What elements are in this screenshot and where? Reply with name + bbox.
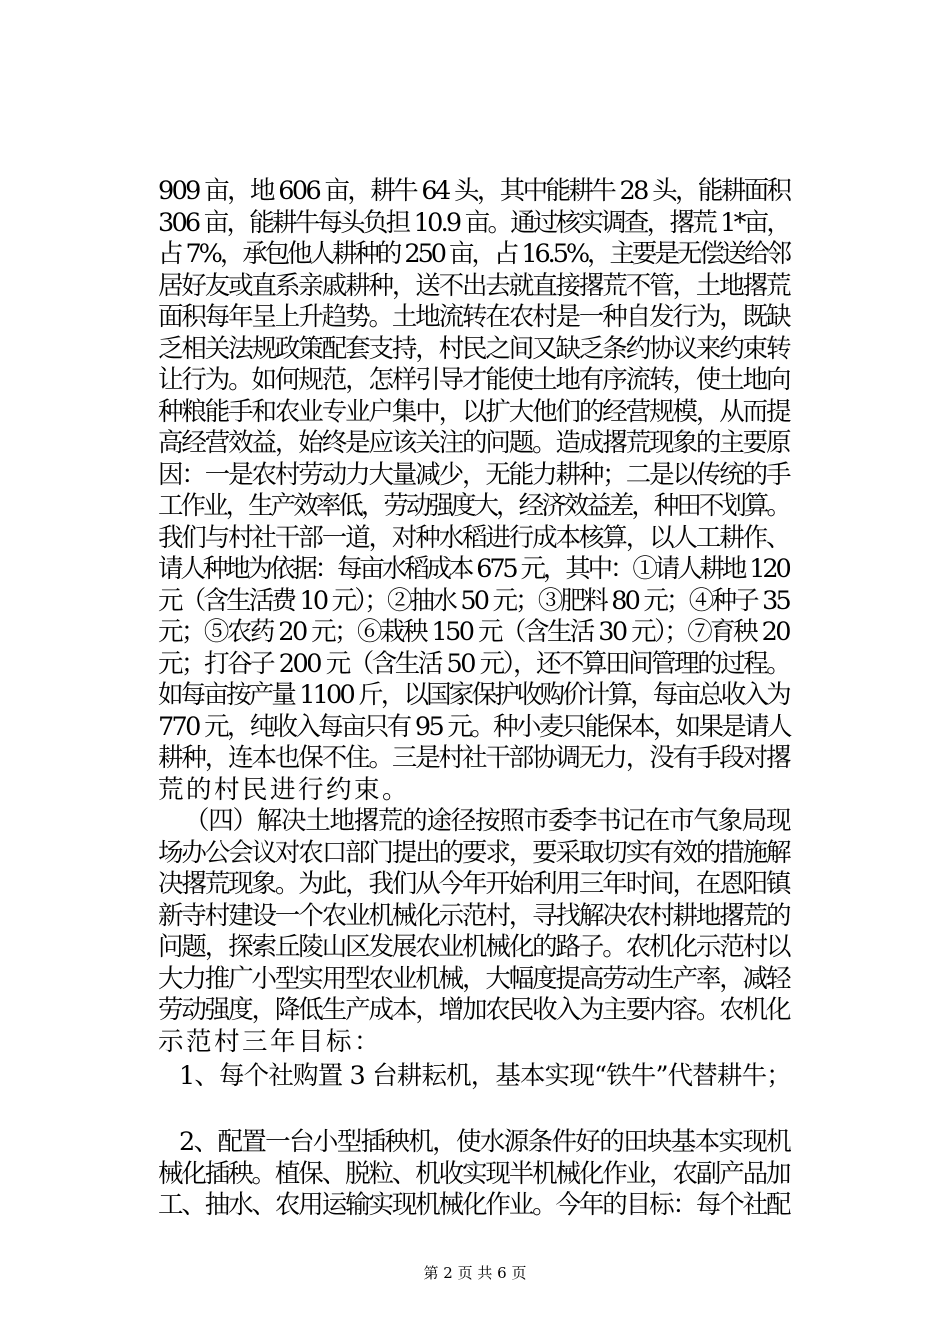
list-item-line: 1、每个社购置 3 台耕耘机，基本实现“铁牛”代替耕牛； (179, 1061, 791, 1091)
text-line: 我们与村社干部一道，对种水稻进行成本核算，以人工耕作、 (158, 523, 790, 553)
text-line: 乏相关法规政策配套支持，村民之间又缺乏条约协议来约束转 (158, 334, 790, 364)
text-line: 面积每年呈上升趋势。土地流转在农村是一种自发行为，既缺 (158, 302, 790, 332)
section-heading-line: （四）解决土地撂荒的途径按照市委李书记在市气象局现 (184, 806, 791, 836)
text-line: 元（含生活费 10 元）；②抽水 50 元；③肥料 80 元；④种子 35 (158, 586, 789, 616)
text-line: 如每亩按产量 1100 斤，以国家保护收购价计算，每亩总收入为 (158, 680, 789, 710)
text-line: 械化插秧。植保、脱粒、机收实现半机械化作业，农副产品加 (158, 1159, 790, 1189)
text-line: 耕种，连本也保不住。三是村社干部协调无力，没有手段对撂 (158, 743, 790, 773)
text-line: 让行为。如何规范，怎样引导才能使土地有序流转，使土地向 (158, 365, 790, 395)
text-line: 劳动强度，降低生产成本，增加农民收入为主要内容。农机化 (158, 995, 790, 1025)
list-item-line: 2、配置一台小型插秧机，使水源条件好的田块基本实现机 (179, 1127, 791, 1157)
page-number-footer: 第 2 页 共 6 页 (423, 1264, 527, 1282)
text-line: 元；打谷子 200 元（含生活 50 元），还不算田间管理的过程。 (158, 649, 790, 679)
text-line: 问题，探索丘陵山区发展农业机械化的路子。农机化示范村以 (158, 932, 790, 962)
text-line: 居好友或直系亲戚耕种，送不出去就直接撂荒不管，土地撂荒 (158, 271, 790, 301)
text-line: 因：一是农村劳动力大量减少，无能力耕种；二是以传统的手 (158, 460, 790, 490)
text-line: 示范村三年目标： (158, 1027, 383, 1057)
text-line: 荒的村民进行约束。 (158, 775, 411, 805)
text-line: 元；⑤农药 20 元；⑥栽秧 150 元（含生活 30 元）；⑦育秧 20 (158, 617, 789, 647)
text-line: 新寺村建设一个农业机械化示范村，寻找解决农村耕地撂荒的 (158, 901, 790, 931)
text-line: 决撂荒现象。为此，我们从今年开始利用三年时间，在恩阳镇 (158, 869, 790, 899)
text-line: 306 亩，能耕牛每头负担 10.9 亩。通过核实调查，撂荒 1*亩， (158, 208, 790, 238)
text-line: 请人种地为依据：每亩水稻成本 675 元，其中：①请人耕地 120 (158, 554, 789, 584)
text-line: 场办公会议对农口部门提出的要求，要采取切实有效的措施解 (158, 838, 790, 868)
text-line: 高经营效益，始终是应该关注的问题。造成撂荒现象的主要原 (158, 428, 790, 458)
text-line: 工作业，生产效率低，劳动强度大，经济效益差，种田不划算。 (158, 491, 790, 521)
text-line: 大力推广小型实用型农业机械，大幅度提高劳动生产率，减轻 (158, 964, 790, 994)
text-line: 770 元，纯收入每亩只有 95 元。种小麦只能保本，如果是请人 (158, 712, 790, 742)
text-line: 种粮能手和农业专业户集中，以扩大他们的经营规模，从而提 (158, 397, 790, 427)
text-line: 909 亩，地 606 亩，耕牛 64 头，其中能耕牛 28 头，能耕面积 (158, 176, 790, 206)
text-line: 占 7%，承包他人耕种的 250 亩，占 16.5%，主要是无偿送给邻 (158, 239, 789, 269)
text-line: 工、抽水、农用运输实现机械化作业。今年的目标：每个社配 (158, 1190, 790, 1220)
